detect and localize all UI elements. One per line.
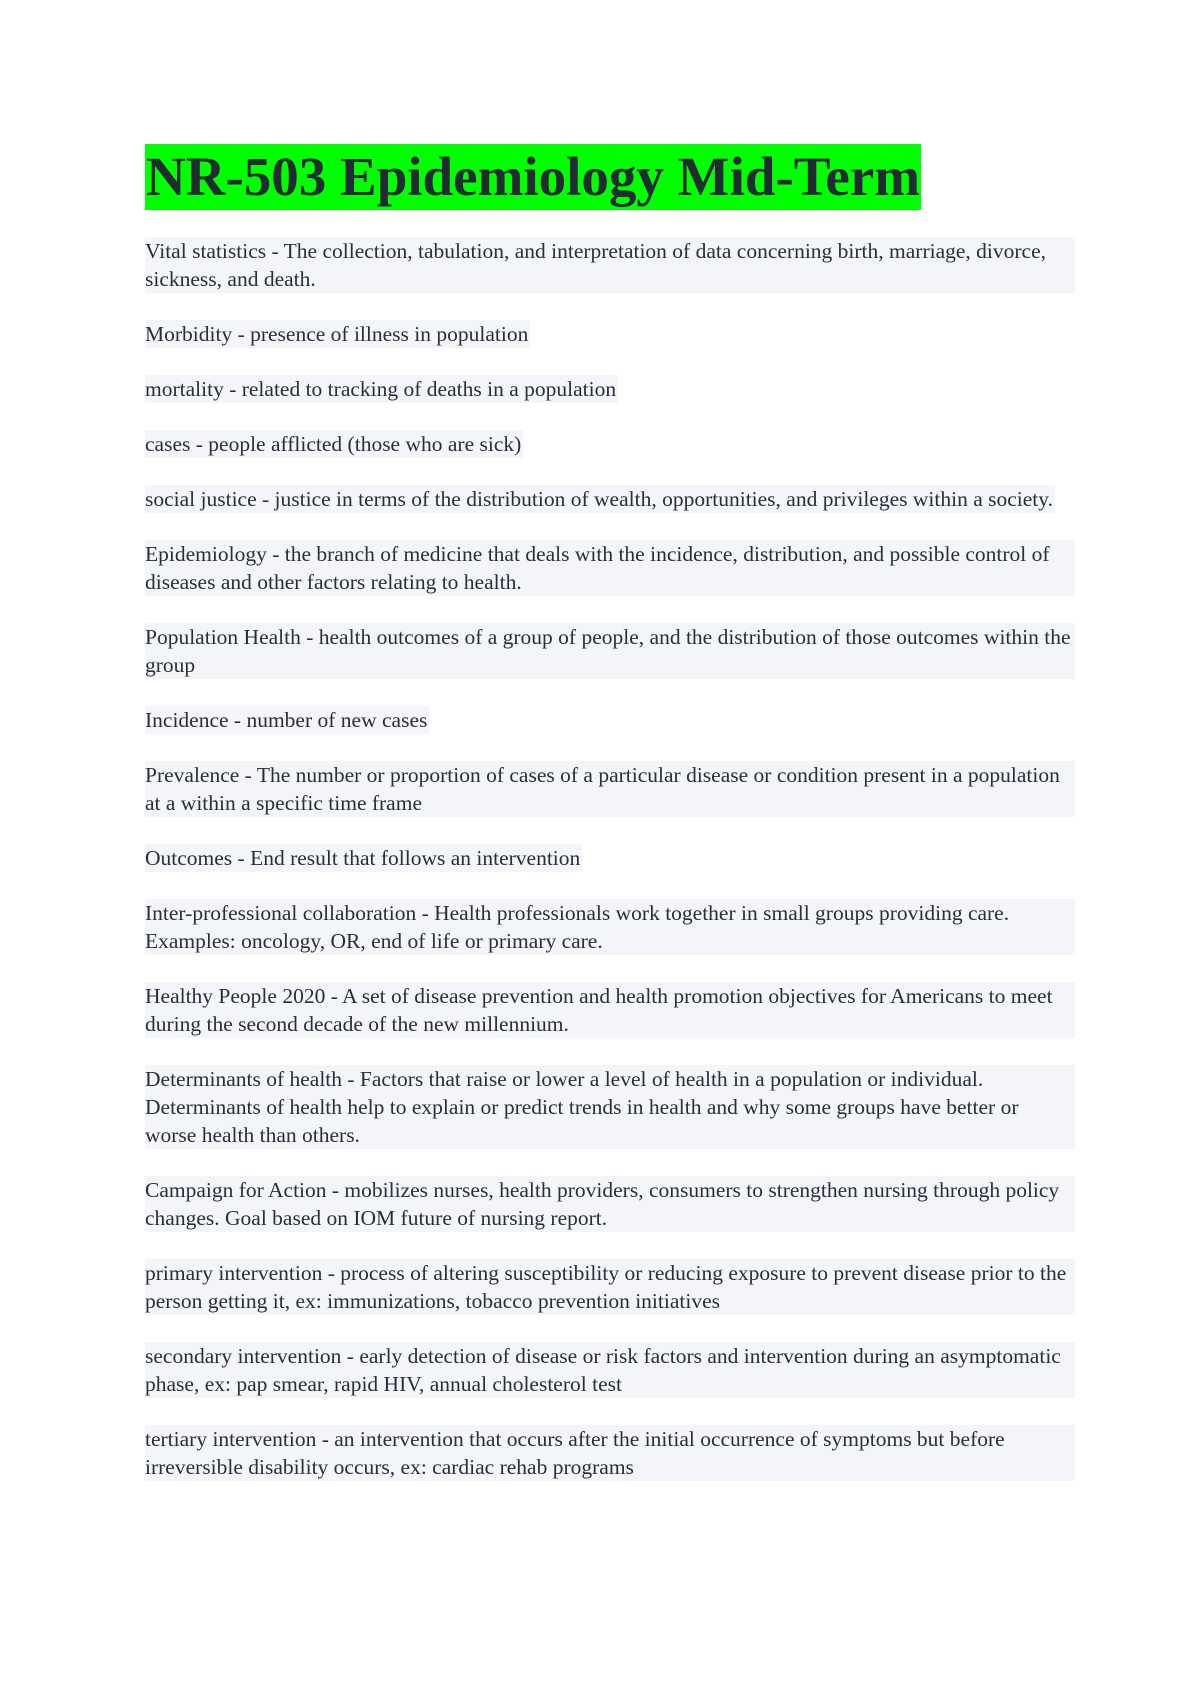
glossary-entry-morbidity: Morbidity - presence of illness in population — [145, 322, 529, 346]
page-title: NR-503 Epidemiology Mid-Term — [145, 144, 921, 210]
glossary-list — [145, 237, 1075, 1508]
glossary-entry-epidemiology: Epidemiology - the branch of medicine that deals with the incidence, distribution, and possible control of diseases and other factors relating to health. — [145, 540, 1075, 596]
glossary-entry-vital-statistics: Vital statistics - The collection, tabulation, and interpretation of data concerning birth, marriage, divorce, sickness, and death. — [145, 237, 1075, 293]
glossary-entry-cases: cases - people afflicted (those who are sick) — [145, 432, 522, 456]
glossary-entry-secondary-intervention: secondary intervention - early detection of disease or risk factors and intervention during an asymptomatic phase, ex: pap smear, rapid HIV, annual cholesterol test — [145, 1342, 1075, 1398]
document-page — [145, 144, 1075, 1508]
glossary-entry-tertiary-intervention: tertiary intervention - an intervention that occurs after the initial occurrence of symptoms but before irreversible disability occurs, ex: cardiac rehab programs — [145, 1425, 1075, 1481]
glossary-entry-outcomes: Outcomes - End result that follows an intervention — [145, 846, 581, 870]
glossary-entry-population-health: Population Health - health outcomes of a group of people, and the distribution of those outcomes within the group — [145, 623, 1075, 679]
glossary-entry-incidence: Incidence - number of new cases — [145, 708, 428, 732]
glossary-entry-healthy-people-2020: Healthy People 2020 - A set of disease prevention and health promotion objectives for Americans to meet during the second decade of the new millennium. — [145, 982, 1075, 1038]
glossary-entry-primary-intervention: primary intervention - process of altering susceptibility or reducing exposure to prevent disease prior to the person getting it, ex: immunizations, tobacco prevention initiatives — [145, 1259, 1075, 1315]
glossary-entry-mortality: mortality - related to tracking of deaths in a population — [145, 377, 617, 401]
glossary-entry-determinants-of-health: Determinants of health - Factors that raise or lower a level of health in a population or individual. Determinants of health help to explain or predict trends in health and why some groups have better or worse health than others. — [145, 1065, 1075, 1149]
glossary-entry-interprofessional-collaboration: Inter-professional collaboration - Health professionals work together in small groups providing care. Examples: oncology, OR, end of life or primary care. — [145, 899, 1075, 955]
glossary-entry-social-justice: social justice - justice in terms of the distribution of wealth, opportunities, and privileges within a society. — [145, 487, 1053, 511]
glossary-entry-campaign-for-action: Campaign for Action - mobilizes nurses, health providers, consumers to strengthen nursing through policy changes. Goal based on IOM future of nursing report. — [145, 1176, 1075, 1232]
glossary-entry-prevalence: Prevalence - The number or proportion of cases of a particular disease or condition present in a population at a within a specific time frame — [145, 761, 1075, 817]
